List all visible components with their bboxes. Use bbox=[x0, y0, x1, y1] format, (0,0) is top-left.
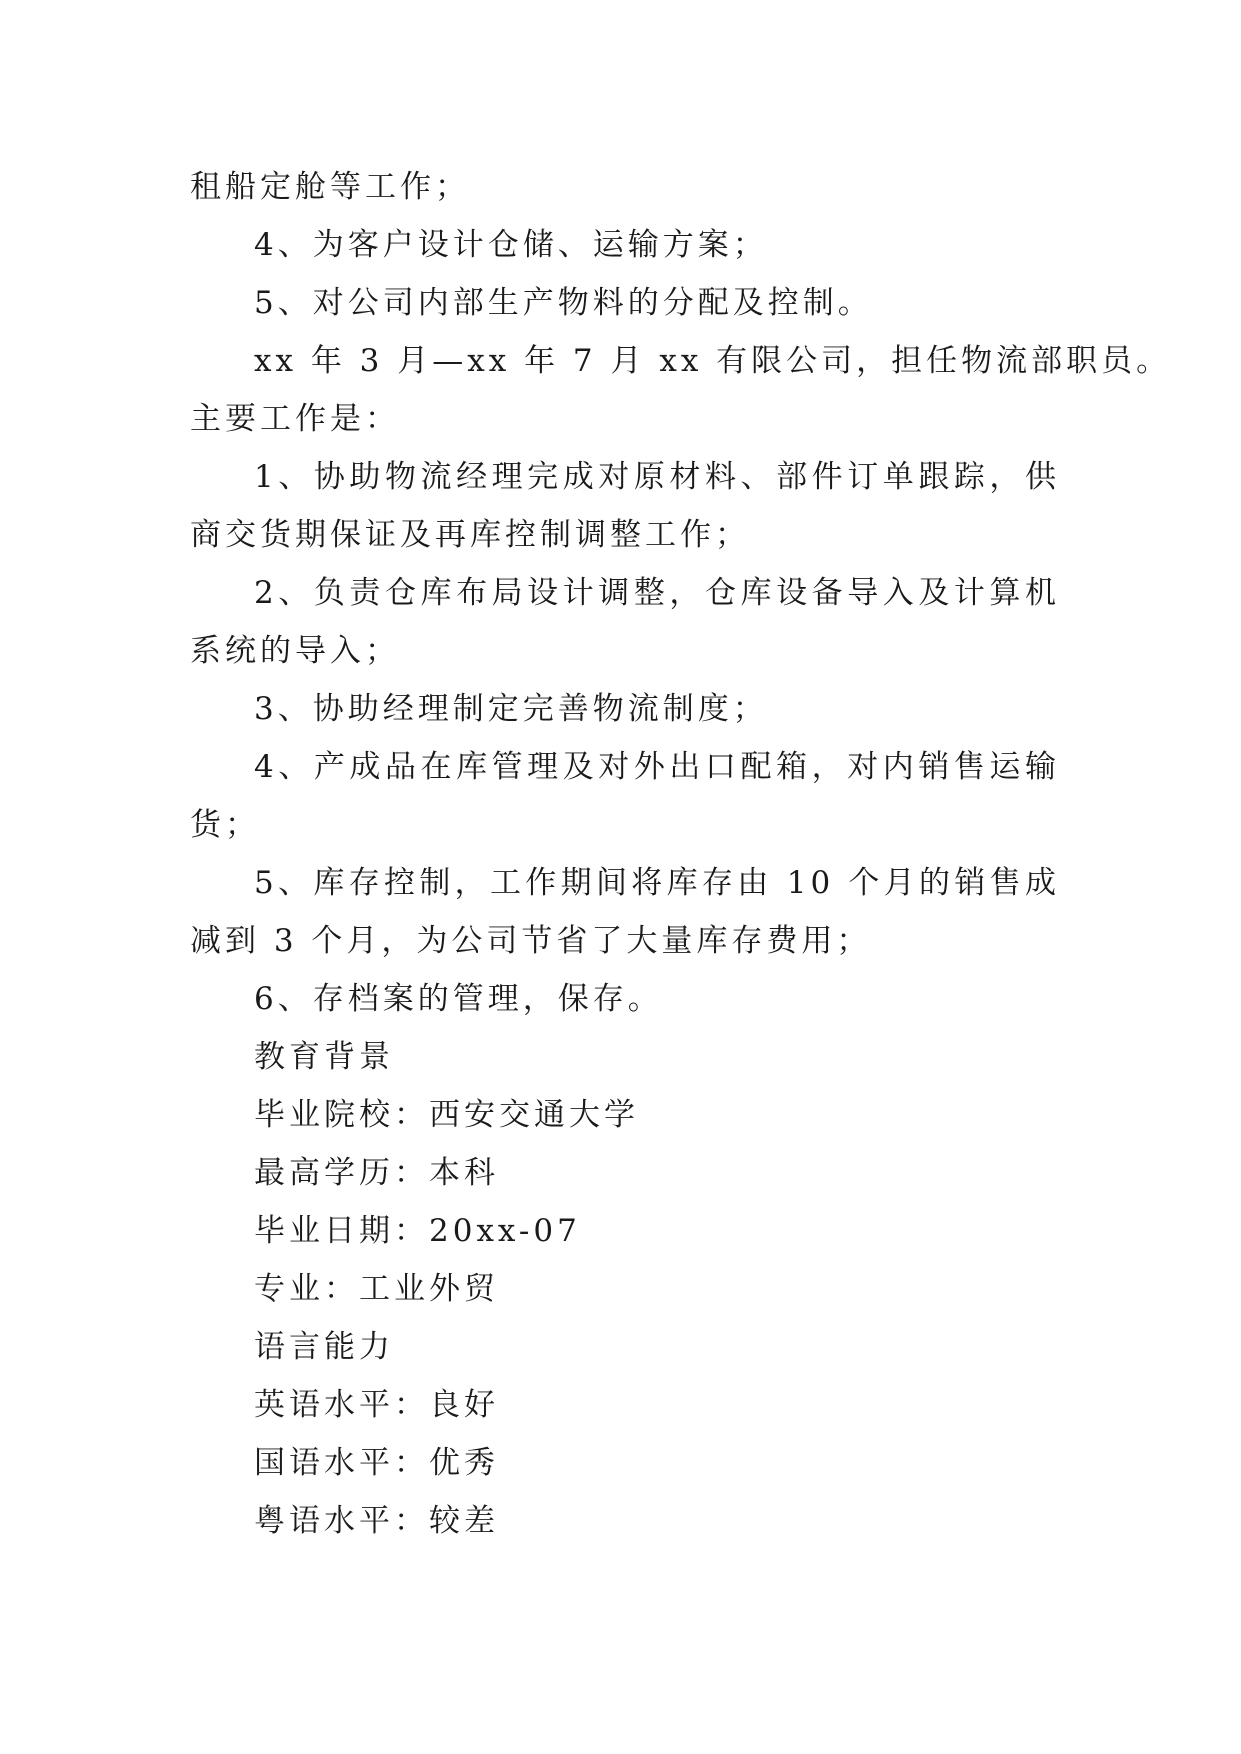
text-line: 专业：工业外贸 bbox=[254, 1271, 499, 1307]
text-line: 租船定舱等工作； bbox=[190, 169, 470, 205]
text-line: 货； bbox=[190, 807, 260, 843]
document-body bbox=[190, 158, 1172, 1550]
text-line: 2、负责仓库布局设计调整，仓库设备导入及计算机 bbox=[254, 575, 1060, 611]
text-line: 5、对公司内部生产物料的分配及控制。 bbox=[254, 285, 873, 321]
text-line: 国语水平：优秀 bbox=[254, 1445, 499, 1481]
text-line: 系统的导入； bbox=[190, 633, 400, 669]
text-line: xx 年 3 月—xx 年 7 月 xx 有限公司，担任物流部职员。 bbox=[254, 343, 1172, 379]
text-line: 商交货期保证及再库控制调整工作； bbox=[190, 517, 750, 553]
text-line: 3、协助经理制定完善物流制度； bbox=[254, 691, 768, 727]
text-line: 4、产成品在库管理及对外出口配箱，对内销售运输 bbox=[254, 749, 1060, 785]
text-line: 减到 3 个月，为公司节省了大量库存费用； bbox=[190, 923, 872, 959]
text-line: 毕业日期：20xx-07 bbox=[254, 1213, 581, 1249]
text-line: 1、协助物流经理完成对原材料、部件订单跟踪，供 bbox=[254, 459, 1060, 495]
section-heading-education: 教育背景 bbox=[254, 1039, 394, 1075]
text-line: 粤语水平：较差 bbox=[254, 1503, 499, 1539]
text-line: 6、存档案的管理，保存。 bbox=[254, 981, 663, 1017]
text-line: 主要工作是： bbox=[190, 401, 400, 437]
text-line: 4、为客户设计仓储、运输方案； bbox=[254, 227, 768, 263]
section-heading-language: 语言能力 bbox=[254, 1329, 394, 1365]
text-line: 最高学历：本科 bbox=[254, 1155, 499, 1191]
text-line: 5、库存控制，工作期间将库存由 10 个月的销售成 bbox=[254, 865, 1060, 901]
text-line: 毕业院校：西安交通大学 bbox=[254, 1097, 639, 1133]
text-line: 英语水平：良好 bbox=[254, 1387, 499, 1423]
